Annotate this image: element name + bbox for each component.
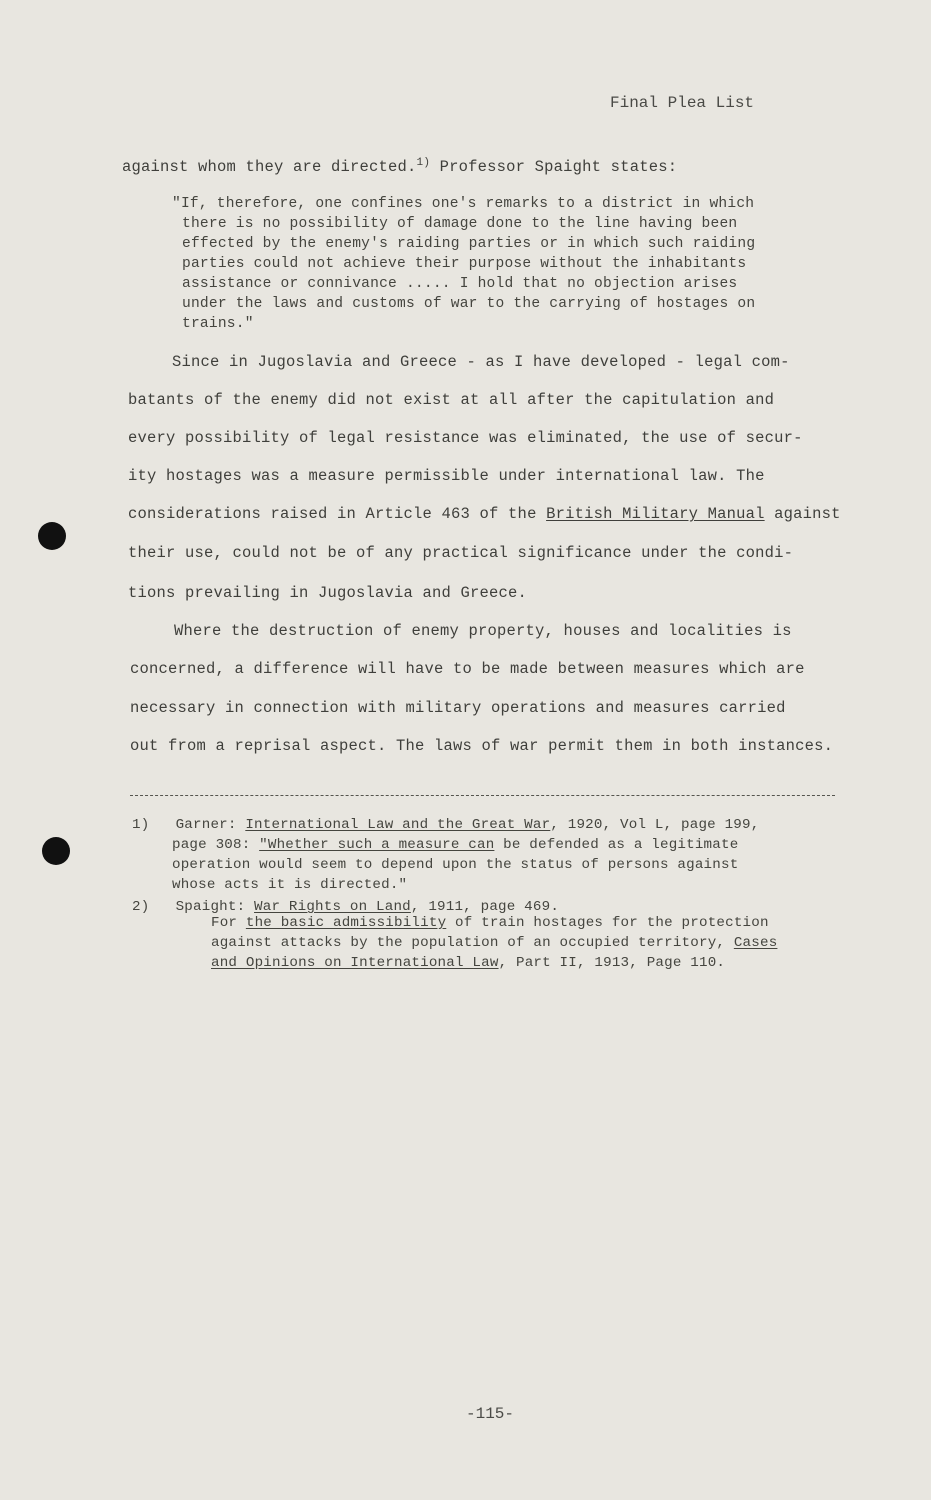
underlined-phrase: "Whether such a measure can	[259, 837, 495, 853]
line-text: against attacks by the population of an occupied territory,	[211, 935, 734, 951]
underlined-title: and Opinions on International Law	[211, 955, 499, 971]
intro-line	[122, 157, 677, 176]
page-header: Final Plea List	[610, 94, 755, 112]
paragraph-line: Since in Jugoslavia and Greece - as I have developed - legal com-	[172, 353, 790, 371]
line-text: , Part II, 1913, Page 110.	[498, 955, 726, 971]
underlined-title: Cases	[733, 935, 778, 951]
underlined-title: War Rights on Land	[254, 899, 411, 915]
footnote-line	[132, 817, 759, 833]
footnote-line	[172, 837, 738, 853]
quote-line: assistance or connivance ..... I hold that no objection arises	[182, 276, 738, 292]
footnote-ref-1: 1)	[416, 157, 431, 169]
footnote-number: 1)	[132, 817, 150, 833]
line-text: , 1911, page 469.	[410, 899, 560, 915]
line-text: be defended as a legitimate	[494, 837, 739, 853]
paragraph-line: their use, could not be of any practical significance under the condi-	[128, 544, 794, 562]
footnote-line: operation would seem to depend upon the status of persons against	[172, 857, 739, 873]
paragraph-line: concerned, a difference will have to be made between measures which are	[130, 660, 805, 678]
line-text: considerations raised in Article 463 of the	[128, 505, 547, 523]
paragraph-line: every possibility of legal resistance was eliminated, the use of secur-	[128, 429, 803, 447]
footnote-line: whose acts it is directed."	[172, 877, 408, 893]
quote-line: effected by the enemy's raiding parties or in which such raiding	[182, 236, 756, 252]
line-text: against	[764, 505, 841, 523]
intro-text: against whom they are directed.	[122, 158, 417, 176]
quote-line: "If, therefore, one confines one's remarks to a district in which	[172, 196, 755, 212]
paragraph-line: ity hostages was a measure permissible under international law. The	[128, 467, 765, 485]
binder-hole-bottom	[42, 837, 70, 865]
footnote-line	[211, 935, 777, 951]
quote-line: under the laws and customs of war to the carrying of hostages on	[182, 296, 756, 312]
line-text: page 308:	[172, 837, 260, 853]
line-text: For	[211, 915, 246, 931]
paragraph-line: out from a reprisal aspect. The laws of war permit them in both instances.	[130, 737, 834, 755]
footnote-number: 2)	[132, 899, 150, 915]
footnote-line	[211, 955, 725, 971]
paragraph-line	[128, 505, 841, 523]
underlined-title: British Military Manual	[546, 505, 765, 523]
footnote-line	[132, 899, 559, 915]
binder-hole-top	[38, 522, 66, 550]
paragraph-line: tions prevailing in Jugoslavia and Greece.	[128, 584, 528, 602]
intro-text-post: Professor Spaight states:	[430, 158, 678, 176]
underlined-phrase: the basic admissibility	[245, 915, 447, 931]
quote-line: trains."	[182, 316, 254, 332]
footnote-line	[211, 915, 769, 931]
underlined-title: International Law and the Great War	[245, 817, 551, 833]
line-text: of train hostages for the protection	[446, 915, 769, 931]
quote-line: parties could not achieve their purpose without the inhabitants	[182, 256, 747, 272]
line-text: Spaight:	[175, 899, 255, 915]
quote-line: there is no possibility of damage done to the line having been	[182, 216, 738, 232]
line-text: , 1920, Vol L, page 199,	[550, 817, 760, 833]
page-number: -115-	[466, 1405, 515, 1423]
paragraph-line: Where the destruction of enemy property, houses and localities is	[174, 622, 792, 640]
paragraph-line: necessary in connection with military operations and measures carried	[130, 699, 786, 717]
line-text: Garner:	[175, 817, 246, 833]
footnote-separator	[130, 795, 835, 796]
paragraph-line: batants of the enemy did not exist at all after the capitulation and	[128, 391, 775, 409]
